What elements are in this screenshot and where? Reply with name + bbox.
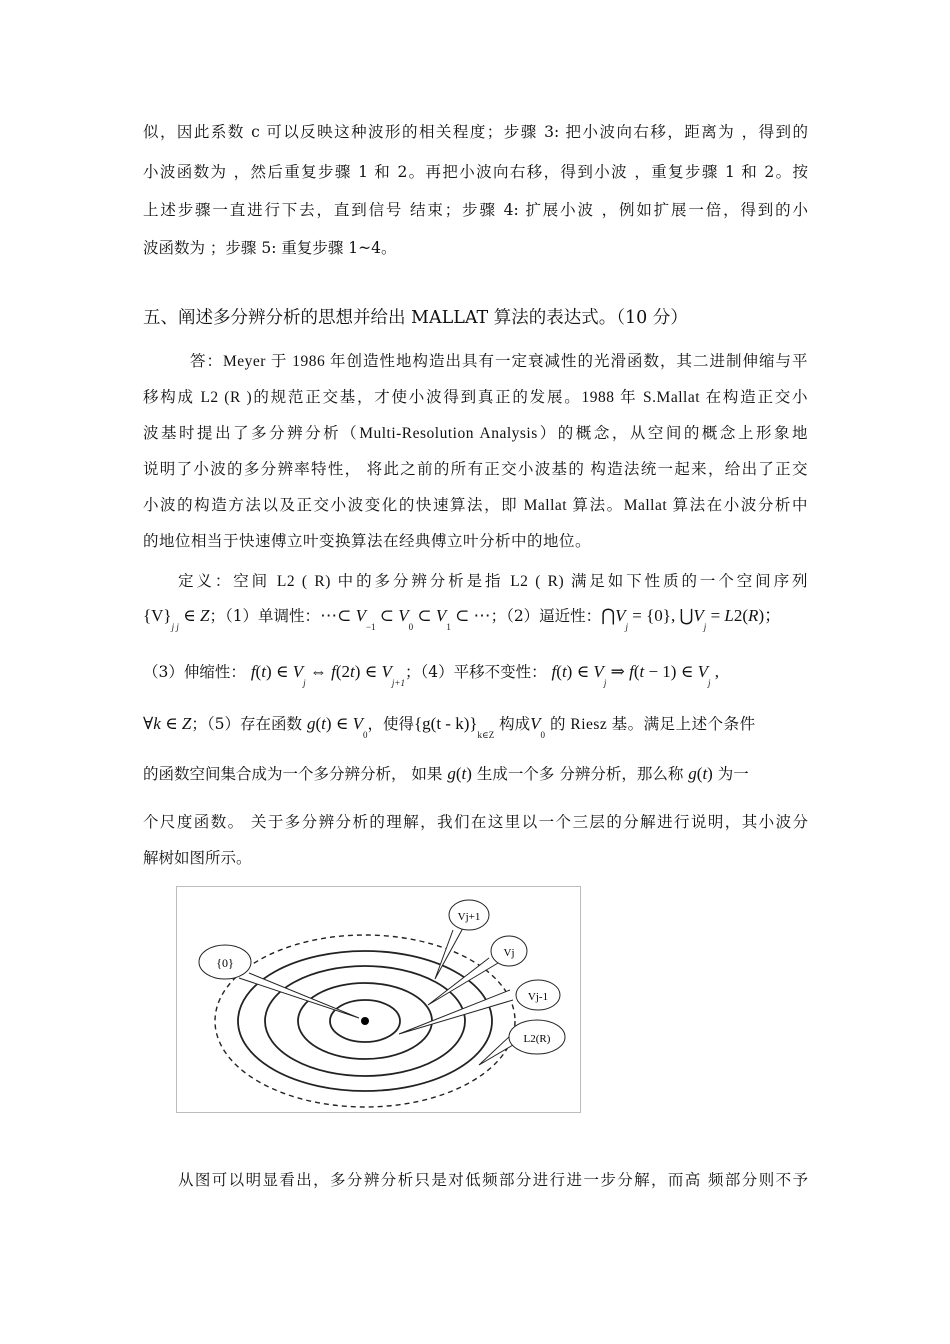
answer-line-3: 波基时提出了多分辨分析（Multi-Resolution Analysis）的概念，从空间的概念上形象地: [143, 425, 808, 442]
callout-vj: [428, 936, 527, 1005]
mra-text-b: 生成一个多 分辨分析，那么称: [476, 765, 684, 783]
approx-label: ；（2）逼近性：: [490, 607, 602, 625]
formula-sequence: $\{V\}_{j j}$ ∈ Z: [143, 606, 210, 632]
answer-line-2: 移构成 L2 (R )的规范正交基，才使小波得到真正的发展。1988 年 S.Mallat 在构造正交小: [143, 389, 808, 406]
formula-g-1: g(t): [447, 764, 472, 783]
mra-diagram: [177, 887, 580, 1112]
formula-g-in-v0: g(t) ∈ $V_0$: [306, 714, 368, 740]
formula-approximation: $⋂V_j = \{0\}$, $⋃V_j = L2(R)$；: [601, 606, 782, 632]
shift-label: ；（4）平移不变性：: [404, 663, 547, 681]
definition-line-5: [143, 764, 808, 784]
scaling-label: （3）伸缩性：: [143, 663, 246, 681]
callout-zero: [199, 945, 359, 1018]
closing-line-1: 从图可以明显看出，多分辨分析只是对低频部分进行进一步分解，而高 频部分则不予: [178, 1171, 808, 1189]
answer-line-5: 小波的构造方法以及正交小波变化的快速算法，即 Mallat 算法。Mallat 算法在小波分析中: [143, 497, 808, 514]
label-vj1: Vj+1: [457, 911, 481, 923]
formula-basis: $\{g(t - k)\}_{k\in Z}$: [414, 714, 495, 740]
steps-line-4: 波函数为 ；步骤 5: 重复步骤 1~4。: [143, 239, 397, 257]
makes-label: ，使得: [367, 715, 414, 733]
definition-line-4: [143, 714, 808, 740]
formula-v0: $V_0$: [530, 714, 546, 740]
formula-monotonic: ⋯⊂ $V_{-1}$ ⊂ $V_0$ ⊂ $V_1$ ⊂ ⋯: [320, 606, 491, 632]
origin-point: [361, 1017, 369, 1025]
formula-forall: ∀k ∈ Z: [143, 714, 192, 733]
definition-line-7: 解树如图所示。: [143, 849, 252, 867]
definition-line-3: （3）伸缩性： f(t) ∈ $V_j$ ⇔ f(2t) ∈ $V_{j+1}$；（4）平移不变性： f(t) ∈ $V_j$ ⇒ f(t − 1) ∈ $V_j$ ,: [143, 662, 719, 688]
formula-scaling: f: [250, 662, 256, 681]
formula-g-2: g(t): [688, 764, 713, 783]
label-vj: Vj: [503, 947, 515, 959]
answer-line-4: 说明了小波的多分辨率特性， 将此之前的所有正交小波基的 构造法统一起来，给出了正交: [143, 461, 808, 478]
definition-line-2: [143, 606, 808, 632]
definition-line-6: 个尺度函数。 关于多分辨分析的理解，我们在这里以一个三层的分解进行说明，其小波分: [143, 813, 808, 831]
steps-line-2: 小波函数为 ，然后重复步骤 1 和 2。再把小波向右移，得到小波 ，重复步骤 1 和 2。按: [143, 163, 808, 181]
riesz-label: 的 Riesz 基。满足上述个条件: [549, 716, 756, 733]
mra-text-a: 的函数空间集合成为一个多分辨分析， 如果: [143, 765, 443, 783]
answer-line-1: 答：Meyer 于 1986 年创造性地构造出具有一定衰减性的光滑函数，其二进制伸缩与平: [190, 353, 808, 370]
definition-line-1: 定义：空间 L2 ( R) 中的多分辨分析是指 L2 ( R) 满足如下性质的一个空间序列: [178, 573, 808, 590]
mra-decomposition-figure: [176, 886, 581, 1113]
formula-shift: f: [551, 662, 557, 681]
section-5-heading: 五、阐述多分辨分析的思想并给出 MALLAT 算法的表达式。（10 分）: [143, 308, 688, 328]
answer-line-6: 的地位相当于快速傅立叶变换算法在经典傅立叶分析中的地位。: [143, 533, 592, 550]
steps-line-3: 上述步骤一直进行下去，直到信号 结束；步骤 4: 扩展小波 ，例如扩展一倍，得到的小: [143, 201, 808, 219]
exists-label: ；（5）存在函数: [191, 715, 302, 733]
forms-label: 构成: [499, 715, 531, 733]
mra-text-c: 为一: [717, 765, 749, 783]
label-zero: {0}: [216, 956, 234, 970]
label-vjm1: Vj-1: [527, 991, 549, 1003]
monotonic-label: ；（1）单调性：: [209, 607, 321, 625]
label-l2: L2(R): [523, 1033, 551, 1045]
steps-line-1: 似，因此系数 c 可以反映这种波形的相关程度；步骤 3: 把小波向右移，距离为 ，得到的: [143, 123, 808, 141]
